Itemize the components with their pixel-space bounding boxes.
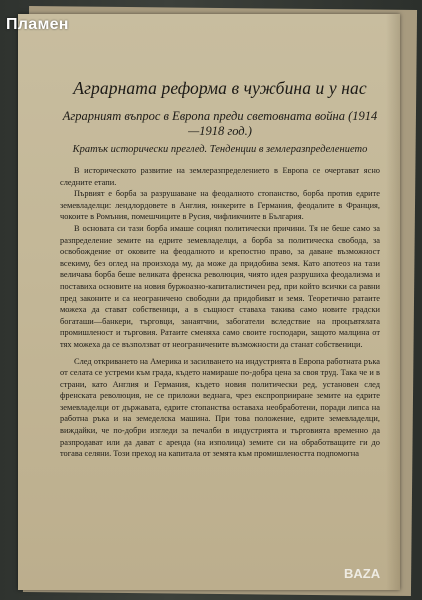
section-title: Аграрният въпрос в Европа преди световната война (1914—1918 год.): [62, 109, 378, 138]
paragraph: Първият е борба за разрушаване на феодалното стопанство, борба против едрите земевладелци: лендлордовете в Англия, юнкерите в Германия, феодалите в Франция, чокоите в Ромъния, помешчиците в Русия, чифликчиите в България.: [60, 189, 380, 222]
watermark-bottom: BAZA: [344, 566, 381, 581]
paragraph: След откриването на Америка и засилването на индустрията в Европа работната ръка от селата се устреми към града, където намираше по-добра цена за своя труд. Така че и в страни, като Англия и Германия, където новия политически ред, установен след френската революция, не се приложи веднага, чрез експроприиране земите на едрите земевладелци от държавата, едрите стопанства оставаха необработени, поради липса на работна ръка и на земеделска машина. При това положение, едрите земевладелци, виждайки, че по-добри изгледи за печалби в индустрията и търговията временно да разпродават или да дават с аренда (на изполица) земите си на обработващите ги до тогава селяни. Този преход на капитала от земята към промишлеността подпомогна: [60, 356, 380, 459]
page-title: Аграрната реформа в чужбина и у нас: [73, 78, 367, 98]
page-edge-shadow: [386, 14, 400, 590]
paragraph: В историческото развитие на землеразпределението в Европа се очертават ясно следните етапи.: [60, 166, 380, 187]
page-content: [60, 78, 380, 460]
paragraph: В основата си тази борба имаше социял политически причини. Тя не беше само за разпределение земите на едрите земевладелци, а борба за политическа свобода, за освобождение от оковите на феодалното и крепостно право, за даване възможност всекиму, без оглед на произхода му, да може да придобива земя. Като апотеоз на тази величава борба беше великата френска революция, чиято идея разрушиха феодализма и поставиха основите на новия буржоазно-капиталистичен ред, при който всички са равни пред законите и са неограничено свободни да придобиват и земя. Теоретично ратаите можеха да стават собственици, а в същност ставаха такива само новите градски богаташи—банкери, търговци, занаятчии, забогатели вследствие на процъвтялата промишленост и търговия. Ратаите сменяха само своите господари, защото малцина от тях можеха да се възползват от неограничените възможности да станат собственици.: [60, 223, 380, 349]
body-text: [60, 165, 380, 460]
section-subtitle: Кратък исторически преглед. Тенденции в землеразпределението: [72, 144, 368, 155]
watermark-top: Пламен: [6, 16, 69, 33]
book-page: [18, 14, 400, 590]
